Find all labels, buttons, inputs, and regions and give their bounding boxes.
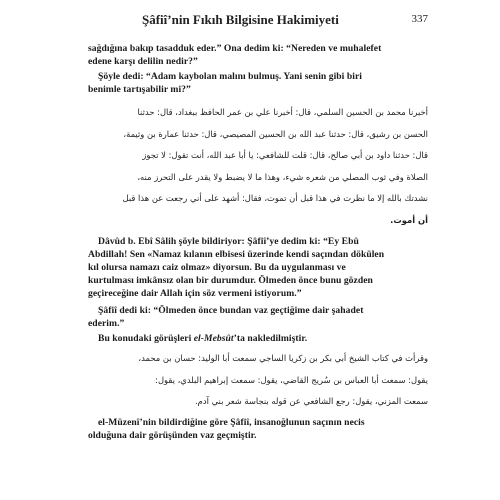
text-line: ederim.” [88, 318, 125, 329]
arabic-line: وقرأت في كتاب الشيخ أبي بكر بن زكريا الساجي سمعت أبا الوليد: حسان بن محمد، [138, 353, 428, 363]
page-header [88, 12, 428, 30]
text-span: el-Müzenî’nin bildirdiğine göre Şâfiî, insanoğlunun saçının necis [98, 417, 365, 428]
text-line [88, 332, 428, 345]
paragraph-continuation [88, 42, 428, 68]
text-span: Şâfiî dedi ki: “Ölmeden önce bundan vaz geçtiğime dair şahadet [98, 305, 364, 316]
arabic-line: سمعت المزني، يقول: رجع الشافعي عن قوله بنجاسة شعر بني آدم. [195, 396, 428, 406]
text-span: Şöyle dedi: “Adam kaybolan malını bulmuş. Yani senin gibi biri [98, 71, 362, 82]
arabic-line: نشدتك بالله إلا ما نظرت في هذا قبل أن تموت، فقال: أشهد على أني رجعت عن هذا قبل [122, 193, 428, 203]
arabic-line: أخبرنا محمد بن الحسين السلمي، قال: أخبرنا علي بن عمر الحافظ ببغداد، قال: حدثنا [137, 107, 428, 117]
paragraph-davud [88, 235, 428, 300]
running-title: Şâfiî’nin Fıkıh Bilgisine Hakimiyeti [142, 12, 339, 27]
page-number: 337 [411, 13, 428, 25]
text-span: ’ta nakledilmiştir. [233, 333, 308, 344]
text-line: olduğuna dair görüşünden vaz geçmiştir. [88, 430, 257, 441]
book-title: el-Mebsût [193, 333, 234, 344]
text-line: kurtulması imkânsız olan bir durumdur. Ölmeden önce bunu gözden [88, 275, 373, 286]
paragraph-dialogue [88, 70, 428, 96]
text-line [88, 70, 428, 83]
text-line: kıl olursa namazı caiz olmaz» diyorsun. Bu da uygulanması ve [88, 262, 346, 273]
text-span: Bu konudaki görüşleri [98, 333, 194, 344]
text-line [88, 416, 428, 429]
arabic-narration-1 [88, 102, 428, 231]
text-line [88, 235, 428, 248]
text-line: benimle tartışabilir mi?” [88, 84, 191, 95]
arabic-narration-2 [88, 348, 428, 413]
text-line: edene karşı delilin nedir?” [88, 56, 198, 67]
text-line: Abdillah! Sen «Namaz kılanın elbisesi üzerinde kendi saçından dökülen [88, 249, 385, 260]
text-line: sağdığına bakıp tasadduk eder.” Ona dedim ki: “Nereden ve muhalefet [88, 43, 382, 54]
arabic-line: أن أموت. [390, 214, 428, 225]
arabic-line: يقول: سمعت أبا العباس بن سُريج القاضي، يقول: سمعت إبراهيم البلدي، يقول: [155, 374, 428, 385]
text-line [88, 304, 428, 317]
paragraph-shafii-reply [88, 304, 428, 330]
paragraph-muzeni [88, 416, 428, 442]
arabic-line: الصلاة وفي ثوب المصلي من شعره شيء، وهذا ما لا يضبط ولا يقدر على التحرز منه، [137, 171, 428, 182]
arabic-line: الحسن بن رشيق، قال: حدثنا عبد الله بن الحسين المصيصي، قال: حدثنا عمارة بن وثيمة، [123, 128, 428, 139]
arabic-line: قال: حدثنا داود بن أبي صالح، قال: قلت للشافعي: يا أبا عبد الله، أنت تقول: لا تجوز [142, 150, 428, 160]
text-line: geçireceğine dair Allah için söz vermeni istiyorum.” [88, 288, 302, 299]
paragraph-mebsut [88, 332, 428, 345]
text-span: Dâvûd b. Ebî Sâlih şöyle bildiriyor: Şâfiî’ye dedim ki: “Ey Ebû [98, 236, 359, 247]
